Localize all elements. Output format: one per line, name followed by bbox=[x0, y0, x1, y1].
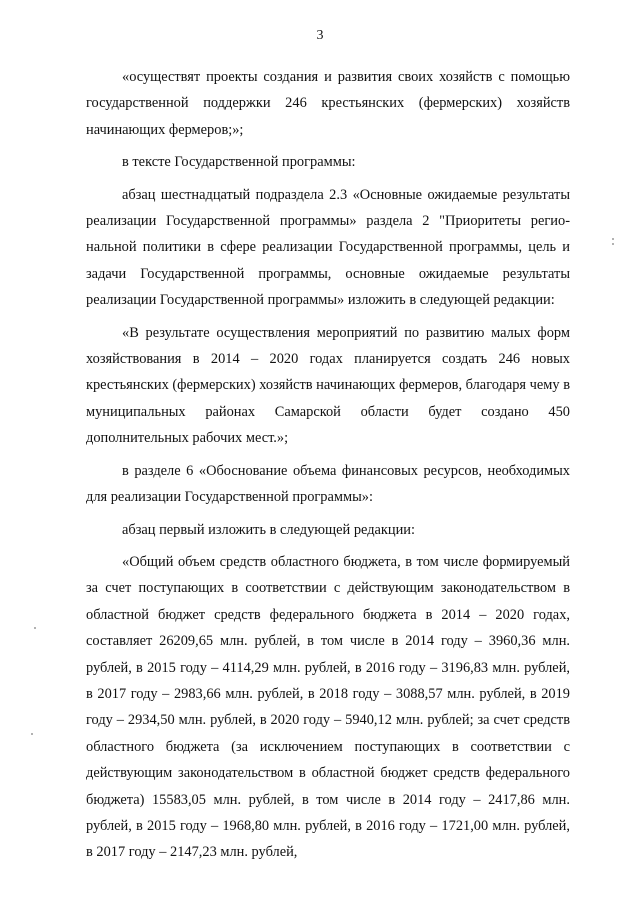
paragraph-first-abzac: абзац первый изложить в следующей редакции: bbox=[122, 521, 416, 538]
document-body bbox=[86, 64, 570, 866]
paragraph-expected-results: «В результате осуществления мероприятий по развитию малых форм хозяйствования в 2014 – 2020 годах планируется создать 246 новых крестьянских (фермерских) хозяйств начинающих фермеров, благодаря чему в муниципальных районах Самарской области будет создано 450 дополнительных рабочих мест.»; bbox=[86, 324, 570, 447]
paragraph-budget-volume: «Общий объем средств областного бюджета, в том числе формируемый за счет поступающих в соответствии с действующим законодательством в областной бюджет средств федерального бюджета в 2014 – 2020 годах, составляет 26209,65 млн. рублей, в том числе в 2014 году – 3960,36 млн. рублей, в 2015 году – 4114,29 млн. рублей, в 2016 году – 3196,83 млн. рублей, в 2017 году – 2983,66 млн. рублей, в 2018 году – 3088,57 млн. рублей, в 2019 году – 2934,50 млн. рублей, в 2020 году – 5940,12 млн. рублей; за счет средств областного бюджета (за исключением поступающих в соответствии с действующим законодательством в областной бюджет средств федерального бюджета) 15583,05 млн. рублей, в том числе в 2014 году – 2417,86 млн. рублей, в 2015 году – 1968,80 млн. рублей, в 2016 году – 1721,00 млн. рублей, в 2017 году – 2147,23 млн. рублей, bbox=[86, 553, 570, 861]
paragraph-program-text-intro: в тексте Государственной программы: bbox=[122, 154, 356, 171]
page-number: 3 bbox=[316, 28, 324, 43]
paragraph-section6-intro: в разделе 6 «Обоснование объема финансовых ресурсов, необходимых для реализации Государственной программы»: bbox=[86, 462, 570, 506]
scan-speck bbox=[612, 238, 614, 240]
paragraph-farms-support: «осуществят проекты создания и развития своих хозяйств с помощью государственной поддержки 246 крестьянских (фермерских) хозяйств начинающих фермеров;»; bbox=[86, 69, 570, 138]
paragraph-subsection-amendment: абзац шестнадцатый подраздела 2.3 «Основные ожидаемые результаты реализации Государственной программы» раздела 2 "Приоритеты региональной политики в сфере реализации Государственной программы, цель и задачи Государственной программы, основные ожидаемые результаты реализации Государственной программы» изложить в следующей редакции: bbox=[86, 186, 570, 309]
scan-speck bbox=[612, 243, 614, 245]
scan-speck bbox=[31, 733, 33, 735]
scan-speck bbox=[34, 627, 36, 629]
